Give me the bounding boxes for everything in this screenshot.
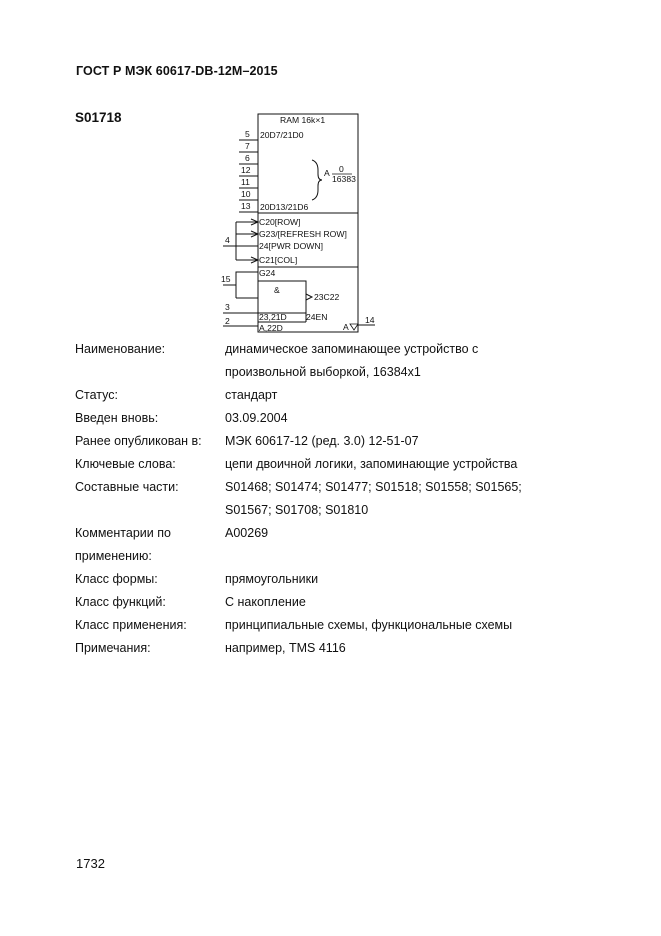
property-label: Класс функций: — [75, 595, 166, 609]
property-row — [75, 591, 575, 614]
property-label: Ключевые слова: — [75, 457, 176, 471]
pin-2: 2 — [225, 316, 230, 326]
property-row — [75, 614, 575, 637]
property-value: динамическое запоминающее устройство с — [225, 342, 479, 356]
property-value: A00269 — [225, 526, 269, 540]
g24-label: G24 — [259, 268, 276, 278]
and-sign: & — [274, 285, 280, 295]
page-number: 1732 — [76, 856, 105, 871]
c21-col-label: C21[COL] — [259, 255, 298, 265]
pin-7: 7 — [245, 141, 250, 151]
pwr-down-label: 24[PWR DOWN] — [259, 241, 323, 251]
enable-label: 24EN — [306, 312, 328, 322]
property-label: Составные части: — [75, 480, 179, 494]
property-row — [75, 338, 575, 384]
property-value: прямоугольники — [225, 572, 319, 586]
pin-14: 14 — [365, 315, 375, 325]
property-label: Класс применения: — [75, 618, 187, 632]
property-value: МЭК 60617-12 (ред. 3.0) 12-51-07 — [225, 434, 419, 448]
property-value: произвольной выборкой, 16384x1 — [225, 365, 421, 379]
pin-11: 11 — [241, 177, 250, 187]
pin-4: 4 — [225, 235, 230, 245]
property-value: S01468; S01474; S01477; S01518; S01558; S01565; — [225, 480, 522, 494]
address-range-prefix: A — [324, 168, 330, 178]
pin-12: 12 — [241, 165, 251, 175]
address-last-label: 20D13/21D6 — [260, 202, 309, 212]
property-value: С накопление — [225, 595, 306, 609]
address-first-label: 20D7/21D0 — [260, 130, 304, 140]
pin-5: 5 — [245, 129, 250, 139]
property-row — [75, 384, 575, 407]
document-header: ГОСТ Р МЭК 60617-DB-12M–2015 — [76, 64, 278, 78]
c22-label: 23C22 — [314, 292, 340, 302]
address-range-top: 0 — [339, 164, 344, 174]
property-label-continuation: применению: — [75, 549, 152, 563]
symbol-code: S01718 — [75, 110, 122, 125]
property-label: Статус: — [75, 388, 118, 402]
data-in-label: 23,21D — [259, 312, 287, 322]
pin-6: 6 — [245, 153, 250, 163]
c20-row-label: C20[ROW] — [259, 217, 301, 227]
property-label: Ранее опубликован в: — [75, 434, 202, 448]
properties-list — [75, 338, 575, 660]
property-row — [75, 568, 575, 591]
property-row — [75, 522, 575, 568]
output-label: A — [343, 322, 349, 332]
property-value: цепи двоичной логики, запоминающие устройства — [225, 457, 518, 471]
property-value: принципиальные схемы, функциональные схемы — [225, 618, 513, 632]
a22d-label: A,22D — [259, 323, 283, 333]
pin-13: 13 — [241, 201, 251, 211]
property-value: S01567; S01708; S01810 — [225, 503, 369, 517]
property-label: Наименование: — [75, 342, 166, 356]
pin-3: 3 — [225, 302, 230, 312]
property-value: стандарт — [225, 388, 278, 402]
property-row — [75, 407, 575, 430]
property-label: Примечания: — [75, 641, 151, 655]
address-range-bottom: 16383 — [332, 174, 356, 184]
ram-symbol-diagram — [215, 110, 375, 335]
property-label: Класс формы: — [75, 572, 158, 586]
property-row — [75, 476, 575, 522]
property-value: 03.09.2004 — [225, 411, 288, 425]
g23-refresh-label: G23/[REFRESH ROW] — [259, 229, 347, 239]
property-value: например, TMS 4116 — [225, 641, 346, 655]
property-row — [75, 637, 575, 660]
pin-15: 15 — [221, 274, 231, 284]
pin-10: 10 — [241, 189, 251, 199]
ram-block-title: RAM 16k×1 — [280, 115, 326, 125]
output-triangle-icon — [350, 324, 358, 330]
property-row — [75, 453, 575, 476]
property-row — [75, 430, 575, 453]
property-label: Комментарии по — [75, 526, 171, 540]
property-label: Введен вновь: — [75, 411, 159, 425]
